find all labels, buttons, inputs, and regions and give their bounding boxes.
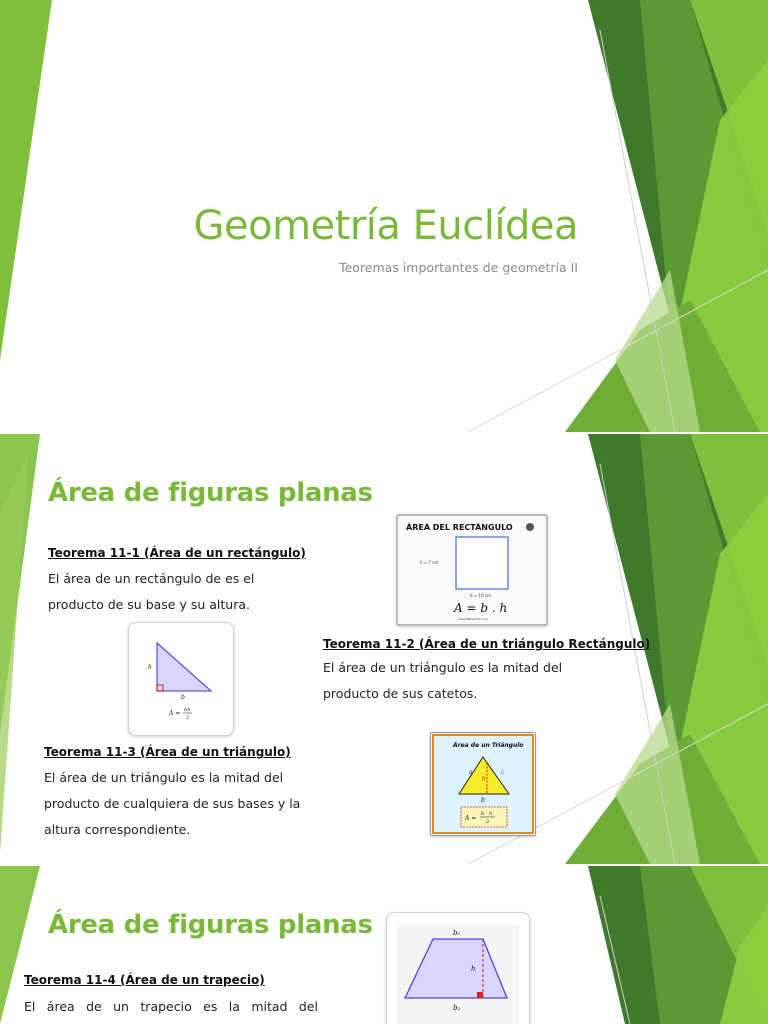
rectangle-formula: A = b . h [454,601,508,615]
formula-denominator: 2 [486,819,490,825]
logo-icon [526,523,534,531]
text-line: El área de un rectángulo de es el [48,571,255,586]
figure-footer: www.MEfacilito.com [458,617,488,621]
figure-title: Área de un Triángulo [453,742,524,749]
base2-label: b₂ [453,1004,461,1012]
height-label: h = 7 cm [420,560,439,565]
text-line: El área de un triángulo es la mitad del [323,660,563,675]
slide-areas-1 [0,434,768,864]
base-label: b [181,694,185,701]
theorem-11-2-text [323,655,617,707]
height-label: h [482,776,486,783]
trapezoid-figure [386,912,530,1024]
theorem-11-4-text [24,994,318,1020]
formula-numerator: bh [184,707,191,713]
text-line: El área de un trapecio es la mitad del [24,999,318,1014]
section-heading: Área de figuras planas [48,478,373,508]
figure-title: ÁREA DEL RECTÁNGULO [406,523,513,532]
triangle-area-figure [430,732,536,836]
rectangle-area-figure [396,514,548,626]
formula-denominator: 2 [186,715,190,721]
theorem-11-1-title: Teorema 11-1 (Área de un rectángulo) [48,546,306,560]
theorem-11-3-text [44,765,338,843]
text-line: El área de un triángulo es la mitad del [44,770,284,785]
left-pale-shard [0,454,28,854]
right-triangle-figure [128,622,234,736]
base-label: b [481,797,485,804]
theorem-11-2-title: Teorema 11-2 (Área de un triángulo Rectángulo) [323,637,651,651]
formula-numerator: b · h [481,811,493,817]
formula-lhs: A = [465,815,477,822]
text-line: producto de sus catetos. [323,686,478,701]
formula-lhs: A = [169,710,181,717]
side-c-label: c [501,769,505,776]
right-triangle-diagram [129,623,233,735]
side-a-label: a [469,769,473,776]
right-angle-marker [477,992,483,998]
base1-label: b₁ [453,929,461,937]
slide-areas-2 [0,866,768,1024]
rectangle-diagram [398,516,546,624]
rectangle-shape [456,537,508,589]
theorem-11-1-text [48,566,312,618]
section-heading: Área de figuras planas [48,910,373,940]
presentation-subtitle: Teoremas importantes de geometría II [339,260,578,275]
base-label: b = 10 cm [470,593,491,598]
presentation-title: Geometría Euclídea [193,203,578,249]
triangle-diagram [431,733,535,835]
text-line: altura correspondiente. [44,822,191,837]
text-line: producto de su base y su altura. [48,597,250,612]
height-label: h [471,965,476,973]
height-label: h [148,664,152,671]
slide-title [0,0,768,432]
theorem-11-4-title: Teorema 11-4 (Área de un trapecio) [24,973,265,987]
text-line: producto de cualquiera de sus bases y la [44,796,301,811]
theorem-11-3-title: Teorema 11-3 (Área de un triángulo) [44,745,291,759]
right-triangle-shape [157,643,211,691]
left-green-shard [0,0,52,360]
trapezoid-diagram [387,913,529,1024]
